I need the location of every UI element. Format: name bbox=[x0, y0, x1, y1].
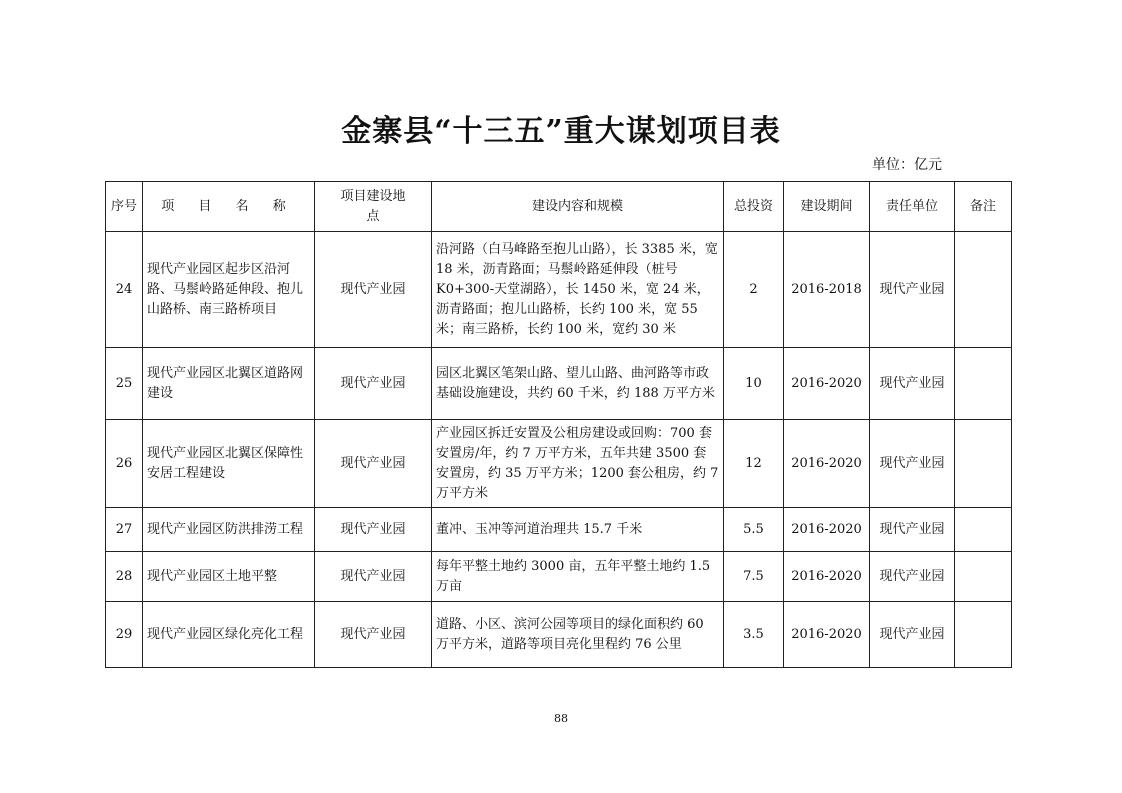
header-content: 建设内容和规模 bbox=[432, 182, 724, 232]
cell-investment: 5.5 bbox=[724, 508, 784, 552]
cell-location: 现代产业园 bbox=[315, 232, 432, 348]
table-row bbox=[106, 602, 1012, 668]
header-remarks: 备注 bbox=[955, 182, 1012, 232]
header-responsible: 责任单位 bbox=[870, 182, 955, 232]
table-header-row bbox=[106, 182, 1012, 232]
cell-seq: 26 bbox=[106, 420, 143, 508]
table-row bbox=[106, 552, 1012, 602]
document-title: 金寨县“十三五”重大谋划项目表 bbox=[341, 114, 781, 149]
cell-investment: 2 bbox=[724, 232, 784, 348]
cell-seq: 27 bbox=[106, 508, 143, 552]
cell-name: 现代产业园区北翼区保障性安居工程建设 bbox=[143, 420, 315, 508]
cell-investment: 10 bbox=[724, 348, 784, 420]
cell-responsible: 现代产业园 bbox=[870, 602, 955, 668]
cell-investment: 12 bbox=[724, 420, 784, 508]
cell-seq: 29 bbox=[106, 602, 143, 668]
cell-content: 园区北翼区笔架山路、望儿山路、曲河路等市政基础设施建设，共约 60 千米，约 188 万平方米 bbox=[432, 348, 724, 420]
header-location: 项目建设地点 bbox=[315, 182, 432, 232]
cell-period: 2016-2020 bbox=[784, 508, 870, 552]
cell-investment: 7.5 bbox=[724, 552, 784, 602]
cell-name: 现代产业园区防洪排涝工程 bbox=[143, 508, 315, 552]
cell-remarks bbox=[955, 602, 1012, 668]
cell-seq: 28 bbox=[106, 552, 143, 602]
cell-remarks bbox=[955, 508, 1012, 552]
cell-responsible: 现代产业园 bbox=[870, 232, 955, 348]
cell-location: 现代产业园 bbox=[315, 348, 432, 420]
projects-table bbox=[105, 181, 1012, 668]
cell-responsible: 现代产业园 bbox=[870, 552, 955, 602]
table-row bbox=[106, 420, 1012, 508]
cell-responsible: 现代产业园 bbox=[870, 420, 955, 508]
cell-period: 2016-2020 bbox=[784, 552, 870, 602]
cell-name: 现代产业园区绿化亮化工程 bbox=[143, 602, 315, 668]
cell-content: 道路、小区、滨河公园等项目的绿化面积约 60 万平方米，道路等项目亮化里程约 76 公里 bbox=[432, 602, 724, 668]
cell-remarks bbox=[955, 420, 1012, 508]
cell-content: 产业园区拆迁安置及公租房建设或回购：700 套安置房/年，约 7 万平方米，五年共建 3500 套安置房，约 35 万平方米；1200 套公租房，约 7 万平方米 bbox=[432, 420, 724, 508]
cell-name: 现代产业园区起步区沿河路、马鬃岭路延伸段、抱儿山路桥、南三路桥项目 bbox=[143, 232, 315, 348]
cell-responsible: 现代产业园 bbox=[870, 348, 955, 420]
header-seq: 序号 bbox=[106, 182, 143, 232]
unit-label: 单位：亿元 bbox=[872, 157, 942, 173]
cell-period: 2016-2020 bbox=[784, 602, 870, 668]
cell-investment: 3.5 bbox=[724, 602, 784, 668]
cell-location: 现代产业园 bbox=[315, 420, 432, 508]
cell-name: 现代产业园区土地平整 bbox=[143, 552, 315, 602]
header-period: 建设期间 bbox=[784, 182, 870, 232]
cell-period: 2016-2020 bbox=[784, 348, 870, 420]
page-number: 88 bbox=[554, 712, 568, 725]
header-investment: 总投资 bbox=[724, 182, 784, 232]
cell-remarks bbox=[955, 232, 1012, 348]
cell-period: 2016-2018 bbox=[784, 232, 870, 348]
cell-remarks bbox=[955, 348, 1012, 420]
table-row bbox=[106, 232, 1012, 348]
cell-responsible: 现代产业园 bbox=[870, 508, 955, 552]
table-row bbox=[106, 508, 1012, 552]
cell-location: 现代产业园 bbox=[315, 602, 432, 668]
cell-seq: 24 bbox=[106, 232, 143, 348]
cell-period: 2016-2020 bbox=[784, 420, 870, 508]
cell-content: 每年平整土地约 3000 亩，五年平整土地约 1.5 万亩 bbox=[432, 552, 724, 602]
header-name: 项 目 名 称 bbox=[143, 182, 315, 232]
table-row bbox=[106, 348, 1012, 420]
cell-content: 董冲、玉冲等河道治理共 15.7 千米 bbox=[432, 508, 724, 552]
cell-remarks bbox=[955, 552, 1012, 602]
cell-name: 现代产业园区北翼区道路网建设 bbox=[143, 348, 315, 420]
cell-location: 现代产业园 bbox=[315, 552, 432, 602]
cell-content: 沿河路（白马峰路至抱儿山路），长 3385 米，宽 18 米，沥青路面；马鬃岭路延伸段（桩号 K0+300-天堂湖路），长 1450 米，宽 24 米，沥青路面；抱儿山路桥，长约 100 米，宽 55 米；南三路桥，长约 100 米，宽约 30 米 bbox=[432, 232, 724, 348]
cell-seq: 25 bbox=[106, 348, 143, 420]
cell-location: 现代产业园 bbox=[315, 508, 432, 552]
